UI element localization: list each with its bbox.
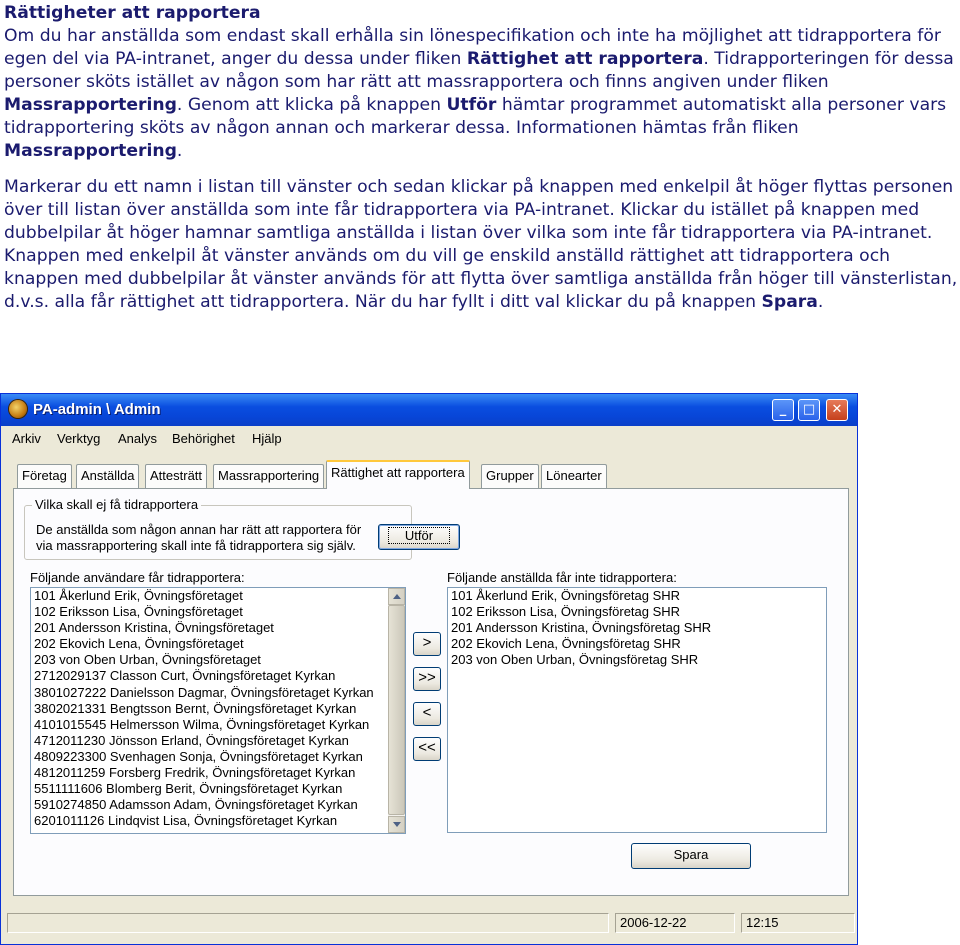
group-text-line-2: via massrapportering skall inte få tidrapportera sig själv. [36, 538, 356, 553]
menu-bar [1, 427, 857, 449]
move-left-button[interactable]: < [413, 702, 441, 726]
p1-text-2: . Tidrapporteringen för dessa personer sköts istället av någon som har rätt att massrapportera och finns angiven under fliken [4, 49, 954, 92]
scroll-down-arrow-icon[interactable] [388, 816, 405, 833]
tab-foretag[interactable]: Företag [17, 464, 72, 488]
left-list-item[interactable]: 3802021331 Bengtsson Bernt, Övningsföretaget Kyrkan [34, 700, 357, 716]
left-list-item[interactable]: 4712011230 Jönsson Erland, Övningsföretaget Kyrkan [34, 732, 349, 748]
left-list-item[interactable]: 101 Åkerlund Erik, Övningsföretaget [34, 588, 243, 603]
tab-attestratt[interactable]: Attesträtt [145, 464, 207, 488]
close-button[interactable]: ✕ [826, 399, 848, 421]
menu-behorighet[interactable]: Behörighet [172, 431, 235, 446]
scroll-thumb[interactable] [388, 605, 405, 815]
group-box-title: Vilka skall ej få tidrapportera [32, 497, 201, 512]
p2-text-1: Markerar du ett namn i listan till vänster och sedan klickar på knappen med enkelpil åt höger flyttas personen över till listan över anställda som inte får tidrapportera via PA-intranet. Klickar du istället på knappen med dubbelpilar åt höger hamnar samtliga anställda i listan över vilka som inte får tidrapportera via PA-intranet. Knappen med enkelpil åt vänster används om du vill ge enskild anställd rättighet att tidrapportera och knappen med dubbelpilar åt vänster används för att flytta över samtliga anställda från höger till vänsterlistan, d.v.s. alla får rättighet att tidrapportera. När du har fyllt i ditt val klickar du på knappen [4, 177, 958, 312]
left-list-item[interactable]: 3801027222 Danielsson Dagmar, Övningsföretaget Kyrkan [34, 684, 374, 700]
p1-bold-massrapportering-2: Massrapportering [4, 141, 177, 161]
group-text-line-1: De anställda som någon annan har rätt att rapportera för [36, 522, 362, 537]
p2-bold-spara: Spara [761, 292, 818, 312]
p1-text-4: hämtar programmet automatiskt alla personer vars tidrapportering sköts av någon annan och markerar dessa. Informationen hämtas från fliken [4, 95, 947, 138]
left-list-item[interactable]: 2712029137 Classon Curt, Övningsföretaget Kyrkan [34, 668, 336, 684]
tab-massrapportering[interactable]: Massrapportering [213, 464, 324, 488]
left-list-item[interactable]: 201 Andersson Kristina, Övningsföretaget [34, 620, 274, 636]
right-list-item[interactable]: 203 von Oben Urban, Övningsföretag SHR [451, 652, 699, 668]
status-message-field [7, 913, 609, 933]
left-list-item[interactable]: 203 von Oben Urban, Övningsföretaget [34, 652, 261, 668]
right-list[interactable] [447, 587, 827, 833]
tab-rattighet-att-rapportera[interactable]: Rättighet att rapportera [326, 460, 470, 489]
p1-bold-rattighet: Rättighet att rapportera [466, 49, 704, 69]
window-client-area [1, 450, 857, 944]
p1-text-1: Om du har anställda som endast skall erhålla sin lönespecifikation och inte ha möjlighet att tidrapportera för egen del via PA-intranet, anger du dessa under fliken [4, 26, 941, 69]
move-all-right-button[interactable]: >> [413, 667, 441, 691]
p1-text-5: . [176, 141, 183, 161]
utfor-button-label: Utför [388, 527, 450, 544]
app-icon [9, 400, 27, 418]
right-list-item[interactable]: 202 Ekovich Lena, Övningsföretag SHR [451, 636, 681, 652]
right-list-item[interactable]: 101 Åkerlund Erik, Övningsföretag SHR [451, 588, 681, 603]
right-list-item[interactable]: 102 Eriksson Lisa, Övningsföretag SHR [451, 604, 681, 620]
menu-arkiv[interactable]: Arkiv [12, 431, 41, 446]
tab-anstallda[interactable]: Anställda [76, 464, 139, 488]
tab-lonearter[interactable]: Lönearter [541, 464, 607, 488]
document-heading: Rättigheter att rapportera [4, 3, 261, 23]
left-list-item[interactable]: 5910274850 Adamsson Adam, Övningsföretaget Kyrkan [34, 797, 358, 813]
left-list-item[interactable]: 4809223300 Svenhagen Sonja, Övningsföretaget Kyrkan [34, 748, 363, 764]
left-list-items [31, 588, 405, 829]
left-list-item[interactable]: 6201011126 Lindqvist Lisa, Övningsföretaget Kyrkan [34, 813, 338, 829]
spara-button[interactable]: Spara [631, 843, 751, 869]
window-title: PA-admin \ Admin [33, 401, 161, 418]
status-bar [1, 906, 857, 942]
utfor-button[interactable] [378, 524, 460, 550]
left-list-item[interactable]: 4101015545 Helmersson Wilma, Övningsföretaget Kyrkan [34, 716, 370, 732]
p1-text-3: . Genom att klicka på knappen [176, 95, 447, 115]
paragraph-2 [4, 176, 958, 314]
p1-bold-massrapportering: Massrapportering [4, 95, 177, 115]
menu-hjalp[interactable]: Hjälp [252, 431, 282, 446]
group-description [36, 522, 361, 554]
left-list-item[interactable]: 4812011259 Forsberg Fredrik, Övningsföretaget Kyrkan [34, 765, 356, 781]
minimize-button[interactable]: _ [772, 399, 794, 421]
scroll-up-arrow-icon[interactable] [388, 588, 405, 605]
p1-bold-utfor: Utför [446, 95, 497, 115]
title-bar[interactable] [1, 394, 857, 426]
tab-grupper[interactable]: Grupper [481, 464, 539, 488]
left-list-label: Följande användare får tidrapportera: [30, 570, 245, 585]
left-list-item[interactable]: 202 Ekovich Lena, Övningsföretaget [34, 636, 244, 652]
status-date: 2006-12-22 [615, 913, 735, 933]
maximize-button[interactable]: □ [798, 399, 820, 421]
right-list-item[interactable]: 201 Andersson Kristina, Övningsföretag SHR [451, 620, 712, 636]
left-list-item[interactable]: 5511111606 Blomberg Berit, Övningsföretaget Kyrkan [34, 781, 343, 797]
left-list[interactable] [30, 587, 406, 834]
move-all-left-button[interactable]: << [413, 737, 441, 761]
paragraph-1 [4, 25, 958, 163]
right-list-items [448, 588, 826, 668]
left-list-item[interactable]: 102 Eriksson Lisa, Övningsföretaget [34, 604, 243, 620]
menu-verktyg[interactable]: Verktyg [57, 431, 101, 446]
status-time: 12:15 [741, 913, 855, 933]
left-list-scrollbar[interactable] [388, 588, 405, 833]
p2-text-2: . [817, 292, 824, 312]
pa-admin-window [0, 393, 858, 945]
right-list-label: Följande anställda får inte tidrapportera: [447, 570, 677, 585]
menu-analys[interactable]: Analys [118, 431, 158, 446]
document-body [4, 2, 958, 314]
move-right-button[interactable]: > [413, 632, 441, 656]
